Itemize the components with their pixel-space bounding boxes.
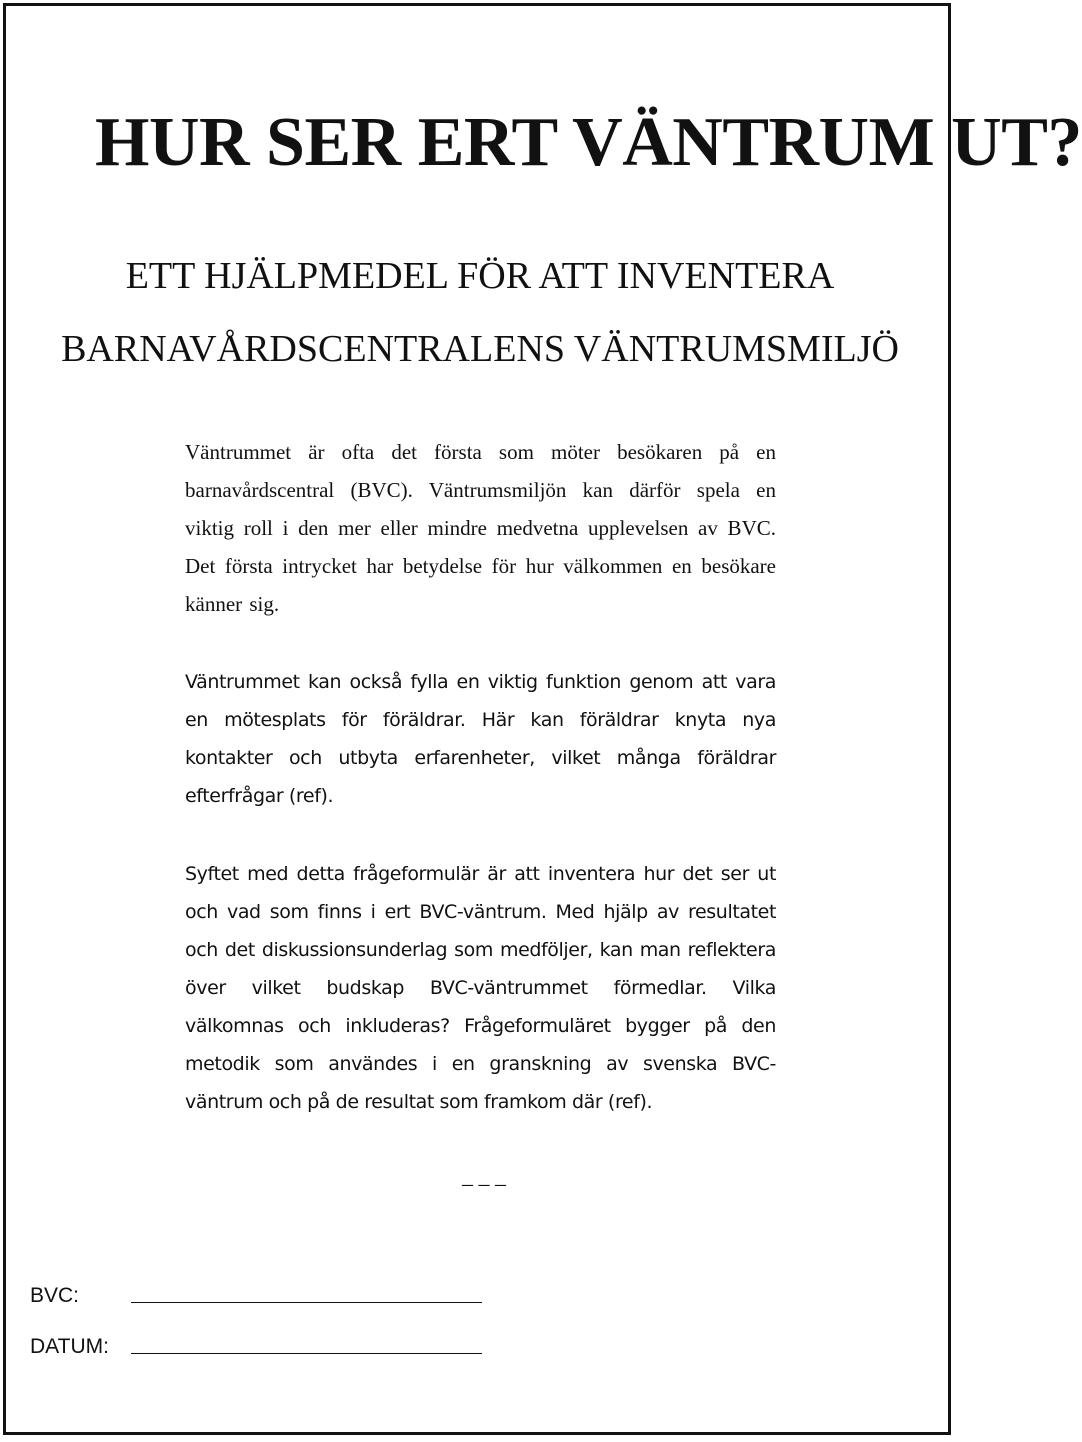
subtitle-line-1: ETT HJÄLPMEDEL FÖR ATT INVENTERA bbox=[125, 255, 835, 297]
datum-label: DATUM: bbox=[30, 1335, 109, 1358]
subtitle-line-2: BARNAVÅRDSCENTRALENS VÄNTRUMSMILJÖ bbox=[61, 328, 899, 370]
datum-field-line[interactable] bbox=[131, 1353, 482, 1354]
meeting-place-paragraph: Väntrummet kan också fylla en viktig funktion genom att vara en mötesplats för föräldrar. Här kan föräldrar knyta nya kontakter och utbyta erfarenheter, vilket många föräldrar efterfrågar (ref). bbox=[185, 671, 776, 807]
bvc-field-line[interactable] bbox=[131, 1302, 482, 1303]
intro-paragraph: Väntrummet är ofta det första som möter besökaren på en barnavårdscentral (BVC). Väntrumsmiljön kan därför spela en viktig roll i den mer eller mindre medvetna upplevelsen av BVC. Det första intrycket har betydelse för hur välkommen en besökare känner sig. bbox=[185, 440, 776, 616]
bvc-label: BVC: bbox=[30, 1284, 80, 1307]
purpose-paragraph: Syftet med detta frågeformulär är att inventera hur det ser ut och vad som finns i ert BVC-väntrum. Med hjälp av resultatet och det diskussionsunderlag som medföljer, kan man reflektera över vilket budskap BVC-väntrummet förmedlar. Vilka välkomnas och inkluderas? Frågeformuläret bygger på den metodik som användes i en granskning av svenska BVC-väntrum och på de resultat som framkom där (ref). bbox=[185, 863, 776, 1113]
section-separator: _ _ _ bbox=[462, 1163, 506, 1188]
page-title: HUR SER ERT VÄNTRUM UT? bbox=[95, 104, 1082, 181]
